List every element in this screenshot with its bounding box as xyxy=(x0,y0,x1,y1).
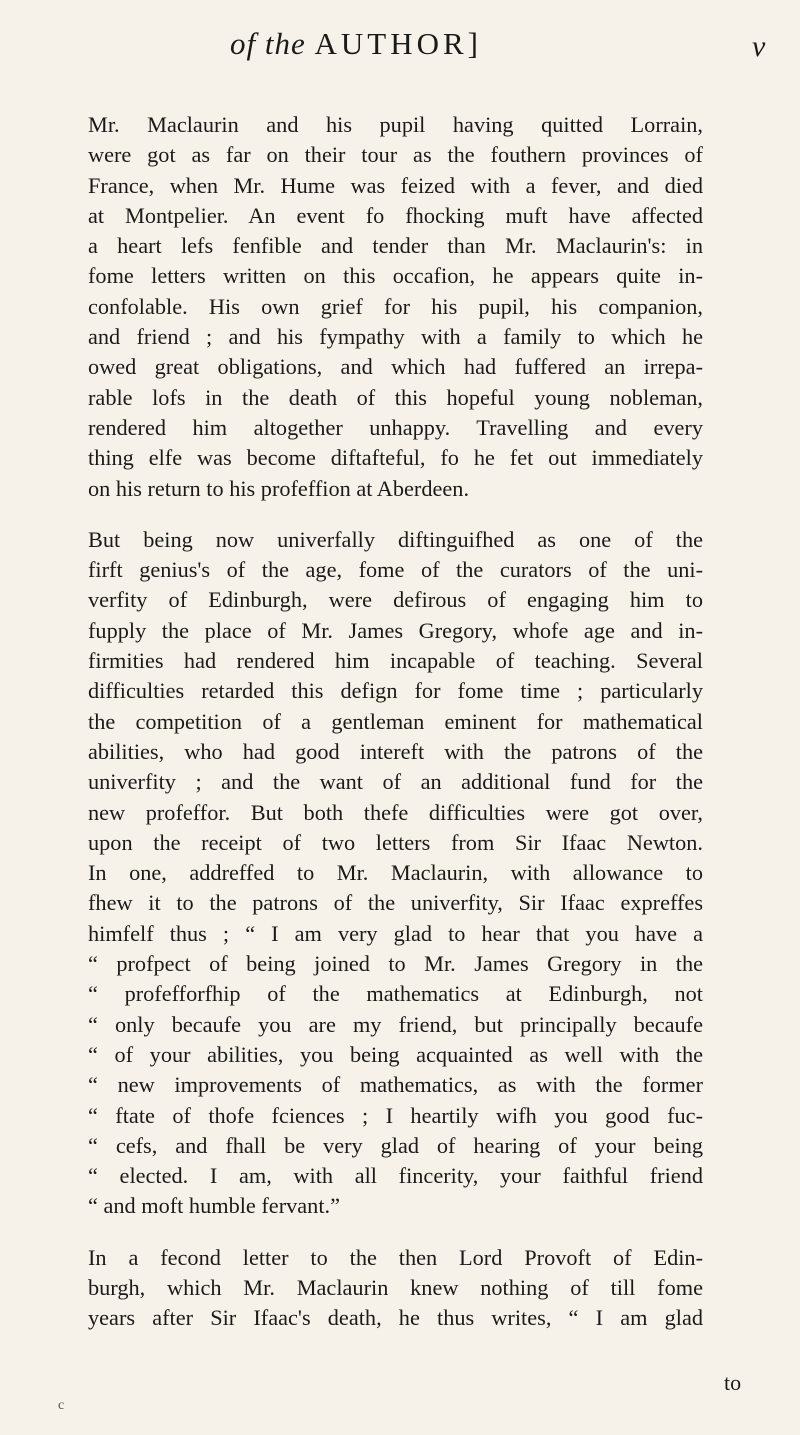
text-line: himfelf thus ; “ I am very glad to hear that you have a xyxy=(88,920,703,946)
text-line: fhew it to the patrons of the univerfity, Sir Ifaac expreffes xyxy=(88,890,703,916)
text-line: years after Sir Ifaac's death, he thus writes, “ I am glad xyxy=(88,1305,703,1331)
text-line: abilities, who had good intereft with the patrons of the xyxy=(88,738,703,764)
running-head-italic: of the xyxy=(230,26,306,61)
text-line: owed great obligations, and which had fuffered an irrepa- xyxy=(88,354,703,380)
text-line: difficulties retarded this defign for fome time ; particularly xyxy=(88,678,703,704)
text-line: new profeffor. But both thefe difficulties were got over, xyxy=(88,799,703,825)
text-line: at Montpelier. An event fo fhocking muft have affected xyxy=(88,202,703,228)
text-line: were got as far on their tour as the fouthern provinces of xyxy=(88,142,703,168)
text-line: burgh, which Mr. Maclaurin knew nothing of till fome xyxy=(88,1274,703,1300)
page-number: v xyxy=(752,30,766,63)
text-line: firft genius's of the age, fome of the curators of the uni- xyxy=(88,557,703,583)
text-line: fome letters written on this occafion, he appears quite in- xyxy=(88,263,703,289)
text-line: fupply the place of Mr. James Gregory, whofe age and in- xyxy=(88,617,703,643)
text-line: and friend ; and his fympathy with a family to which he xyxy=(88,324,703,350)
text-line: “ only becaufe you are my friend, but principally becaufe xyxy=(88,1011,703,1037)
text-line: In a fecond letter to the then Lord Provoft of Edin- xyxy=(88,1244,703,1270)
text-line: But being now univerfally diftinguifhed as one of the xyxy=(88,526,703,552)
text-line: verfity of Edinburgh, were defirous of engaging him to xyxy=(88,587,703,613)
text-line: Mr. Maclaurin and his pupil having quitted Lorrain, xyxy=(88,112,703,137)
text-line: rendered him altogether unhappy. Travelling and every xyxy=(88,414,703,440)
text-line: a heart lefs fenfible and tender than Mr. Maclaurin's: in xyxy=(88,233,703,259)
text-line: “ profefforfhip of the mathematics at Edinburgh, not xyxy=(88,981,703,1007)
text-line: thing elfe was become diftafteful, fo he fet out immediately xyxy=(88,445,703,471)
text-line: “ of your abilities, you being acquainted as well with the xyxy=(88,1041,703,1067)
text-line: “ profpect of being joined to Mr. James Gregory in the xyxy=(88,951,703,977)
text-line: “ new improvements of mathematics, as with the former xyxy=(88,1072,703,1098)
text-line: the competition of a gentleman eminent for mathematical xyxy=(88,708,703,734)
text-line: upon the receipt of two letters from Sir Ifaac Newton. xyxy=(88,829,703,855)
body-text xyxy=(55,110,703,1355)
text-line: “ cefs, and fhall be very glad of hearing of your being xyxy=(88,1132,703,1158)
text-line: univerfity ; and the want of an additional fund for the xyxy=(88,769,703,795)
paragraph-3 xyxy=(55,1243,703,1334)
text-line: “ elected. I am, with all fincerity, your faithful friend xyxy=(88,1163,703,1189)
page-header xyxy=(0,18,800,68)
text-line: rable lofs in the death of this hopeful young nobleman, xyxy=(88,384,703,410)
text-line: In one, addreffed to Mr. Maclaurin, with allowance to xyxy=(88,860,703,886)
paragraph-2 xyxy=(55,525,703,1222)
text-line: firmities had rendered him incapable of teaching. Several xyxy=(88,648,703,674)
text-line: “ and moft humble fervant.” xyxy=(88,1193,340,1219)
text-line: confolable. His own grief for his pupil, his companion, xyxy=(88,293,703,319)
text-line: France, when Mr. Hume was feized with a fever, and died xyxy=(88,172,703,198)
signature-mark: c xyxy=(58,1398,65,1413)
text-line: on his return to his profeffion at Aberdeen. xyxy=(88,475,470,501)
paragraph-1 xyxy=(55,110,703,504)
running-head-caps: AUTHOR] xyxy=(314,26,482,61)
text-line: “ ftate of thofe fciences ; I heartily wifh you good fuc- xyxy=(88,1102,703,1128)
catchword: to xyxy=(724,1370,742,1395)
running-head xyxy=(230,26,482,62)
